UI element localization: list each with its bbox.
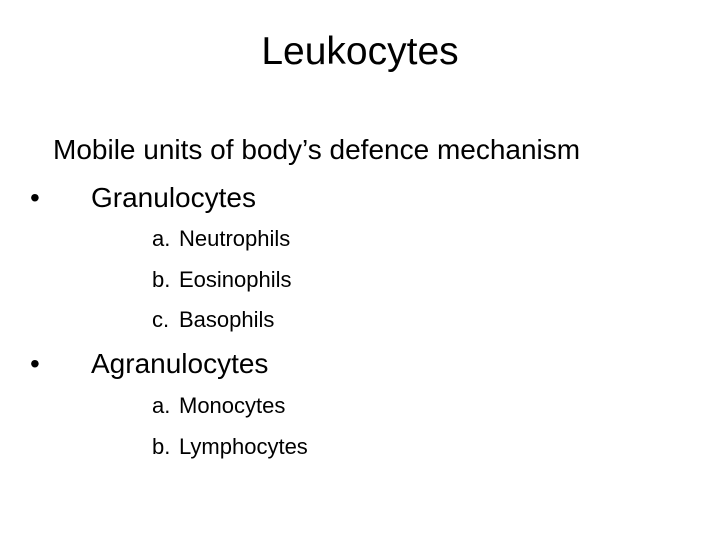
- list-item: [152, 219, 292, 260]
- list-item-text: Basophils: [179, 307, 275, 332]
- list-item: [152, 427, 308, 468]
- bullet-point-icon: •: [30, 182, 40, 213]
- list-item-text: Eosinophils: [179, 266, 292, 292]
- list-item-text: Neutrophils: [179, 226, 291, 251]
- bullet-label-granulocytes: Granulocytes: [91, 182, 256, 213]
- slide-subtitle: Mobile units of body’s defence mechanism: [53, 134, 581, 165]
- agranulocyte-list: [152, 386, 308, 467]
- granulocyte-list: [152, 219, 292, 341]
- list-marker: b.: [152, 433, 171, 459]
- list-item: [152, 300, 292, 341]
- list-item: [152, 260, 292, 301]
- list-item-text: Lymphocytes: [179, 433, 308, 459]
- list-marker: a.: [152, 226, 171, 251]
- list-item-text: Monocytes: [179, 393, 286, 418]
- list-item: [152, 386, 308, 427]
- list-marker: a.: [152, 393, 171, 418]
- slide-title: Leukocytes: [261, 30, 459, 73]
- list-marker: b.: [152, 266, 171, 292]
- bullet-label-agranulocytes: Agranulocytes: [91, 348, 269, 379]
- list-marker: c.: [152, 307, 170, 332]
- bullet-point-icon: •: [30, 348, 40, 379]
